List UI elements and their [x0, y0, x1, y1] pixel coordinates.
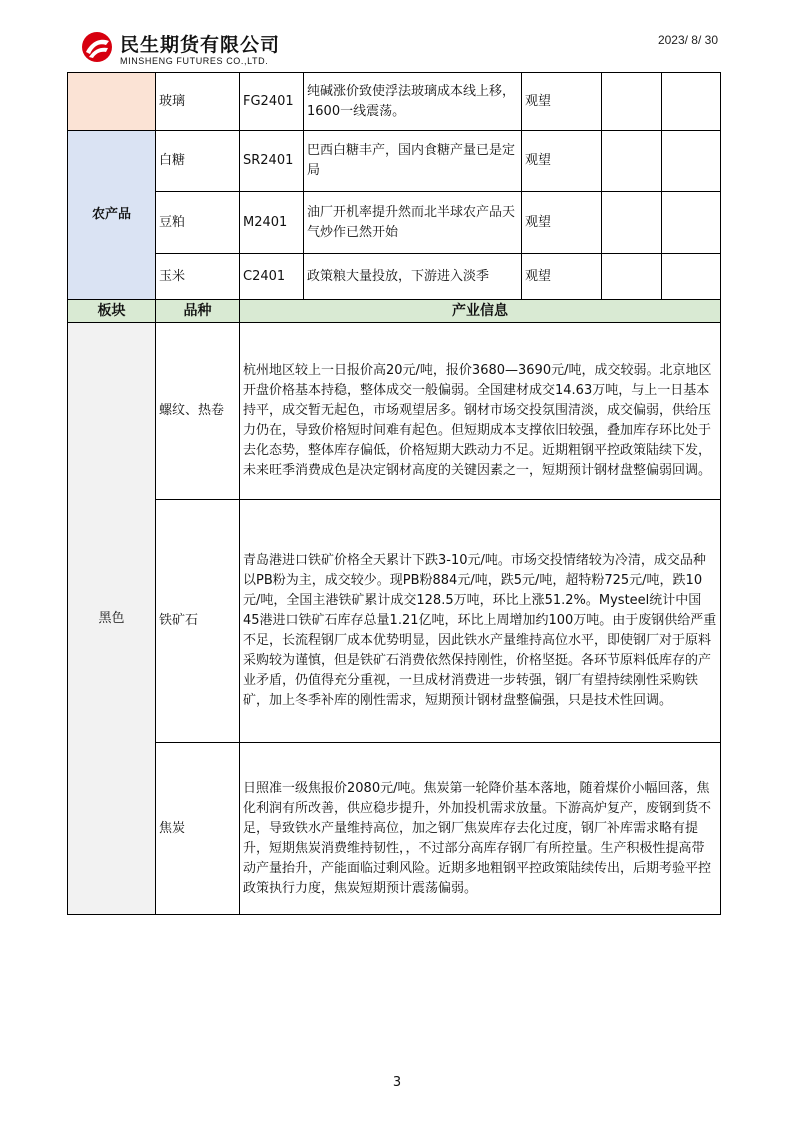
- sector-cell-agri: 农产品: [68, 131, 156, 300]
- industry-info-cell: [240, 323, 721, 500]
- header-info: 产业信息: [240, 300, 721, 323]
- view-cell: 观望: [522, 73, 602, 131]
- product-cell: 铁矿石: [156, 500, 240, 743]
- table-header-row: [68, 300, 721, 323]
- company-name-cn: 民生期货有限公司: [120, 34, 281, 56]
- product-cell: 玉米: [156, 254, 240, 300]
- sector-cell-building: [68, 73, 156, 131]
- table-row: [68, 131, 721, 192]
- empty-cell: [662, 254, 721, 300]
- report-date: 2023/ 8/ 30: [657, 33, 718, 47]
- empty-cell: [602, 192, 662, 254]
- code-cell: M2401: [240, 192, 304, 254]
- sector-cell-black: 黑色: [68, 323, 156, 915]
- empty-cell: [602, 73, 662, 131]
- product-cell: 豆粕: [156, 192, 240, 254]
- industry-info-text: 日照准一级焦报价2080元/吨。焦炭第一轮降价基本落地，随着煤价小幅回落，焦化利润有所改善，供应稳步提升，外加投机需求放量。下游高炉复产，废钢到货不足，导致铁水产量维持高位，加之钢厂焦炭库存去化过度，钢厂补库需求略有提升，短期焦炭消费维持韧性，，不过部分高库存钢厂有所控量。生产积极性提高带动产量抬升，产能面临过剩风险。近期多地粗钢平控政策陆续传出，后期考验平控政策执行力度，焦炭短期预计震荡偏弱。: [243, 780, 712, 896]
- industry-info-cell: [240, 743, 721, 915]
- table-row: [68, 254, 721, 300]
- info-cell: 巴西白糖丰产，国内食糖产量已是定局: [304, 131, 522, 192]
- product-cell: 白糖: [156, 131, 240, 192]
- product-cell: 螺纹、热卷: [156, 323, 240, 500]
- industry-info-text: 青岛港进口铁矿价格全天累计下跌3-10元/吨。市场交投情绪较为冷清，成交品种以PB粉为主，成交较少。现PB粉884元/吨，跌5元/吨，超特粉725元/吨，跌10元/吨，全国主港铁矿累计成交128.5万吨，环比上涨51.2%。Mysteel统计中国45港进口铁矿石库存总量1.21亿吨，环比上周增加约100万吨。由于废钢供给严重不足，长流程钢厂成本优势明显，因此铁水产量维持高位水平，即使钢厂对于原料采购较为谨慎，但是铁矿石消费依然保持刚性，价格坚挺。各环节原料低库存的产业矛盾，仍值得充分重视，一旦成材消费进一步转强，钢厂有望持续刚性采购铁矿，加上冬季补库的刚性需求，短期预计钢材盘整偏强，只是技术性回调。: [243, 553, 717, 708]
- company-name-en: MINSHENG FUTURES CO.,LTD.: [120, 56, 269, 66]
- code-cell: C2401: [240, 254, 304, 300]
- info-cell: 政策粮大量投放，下游进入淡季: [304, 254, 522, 300]
- table-row: [68, 500, 721, 743]
- minsheng-logo-icon: [80, 30, 114, 64]
- view-cell: 观望: [522, 131, 602, 192]
- market-info-table: [67, 72, 721, 915]
- empty-cell: [662, 131, 721, 192]
- product-cell: 焦炭: [156, 743, 240, 915]
- code-cell: SR2401: [240, 131, 304, 192]
- empty-cell: [662, 192, 721, 254]
- table-row: [68, 323, 721, 500]
- view-cell: 观望: [522, 254, 602, 300]
- industry-info-text: 杭州地区较上一日报价高20元/吨，报价3680—3690元/吨，成交较弱。北京地区开盘价格基本持稳，整体成交一般偏弱。全国建材成交14.63万吨，与上一日基本持平，成交暂无起色，市场观望居多。钢材市场交投氛围清淡，成交偏弱，供给压力仍在，导致价格短时间难有起色。但短期成本支撑依旧较强，叠加库存环比处于去化态势，整体库存偏低，价格短期大跌动力不足。近期粗钢平控政策陆续下发，未来旺季消费成色是决定钢材高度的关键因素之一，短期预计钢材盘整偏弱回调。: [243, 363, 712, 478]
- page-header: [0, 0, 794, 72]
- table-row: [68, 743, 721, 915]
- company-logo: [80, 30, 320, 70]
- industry-info-cell: [240, 500, 721, 743]
- table-row: [68, 192, 721, 254]
- header-product: 品种: [156, 300, 240, 323]
- page-number: 3: [392, 1075, 402, 1090]
- view-cell: 观望: [522, 192, 602, 254]
- info-cell: 油厂开机率提升然而北半球农产品天气炒作已然开始: [304, 192, 522, 254]
- empty-cell: [662, 73, 721, 131]
- table-row: [68, 73, 721, 131]
- header-sector: 板块: [68, 300, 156, 323]
- code-cell: FG2401: [240, 73, 304, 131]
- product-cell: 玻璃: [156, 73, 240, 131]
- info-cell: 纯碱涨价致使浮法玻璃成本线上移，1600一线震荡。: [304, 73, 522, 131]
- empty-cell: [602, 131, 662, 192]
- empty-cell: [602, 254, 662, 300]
